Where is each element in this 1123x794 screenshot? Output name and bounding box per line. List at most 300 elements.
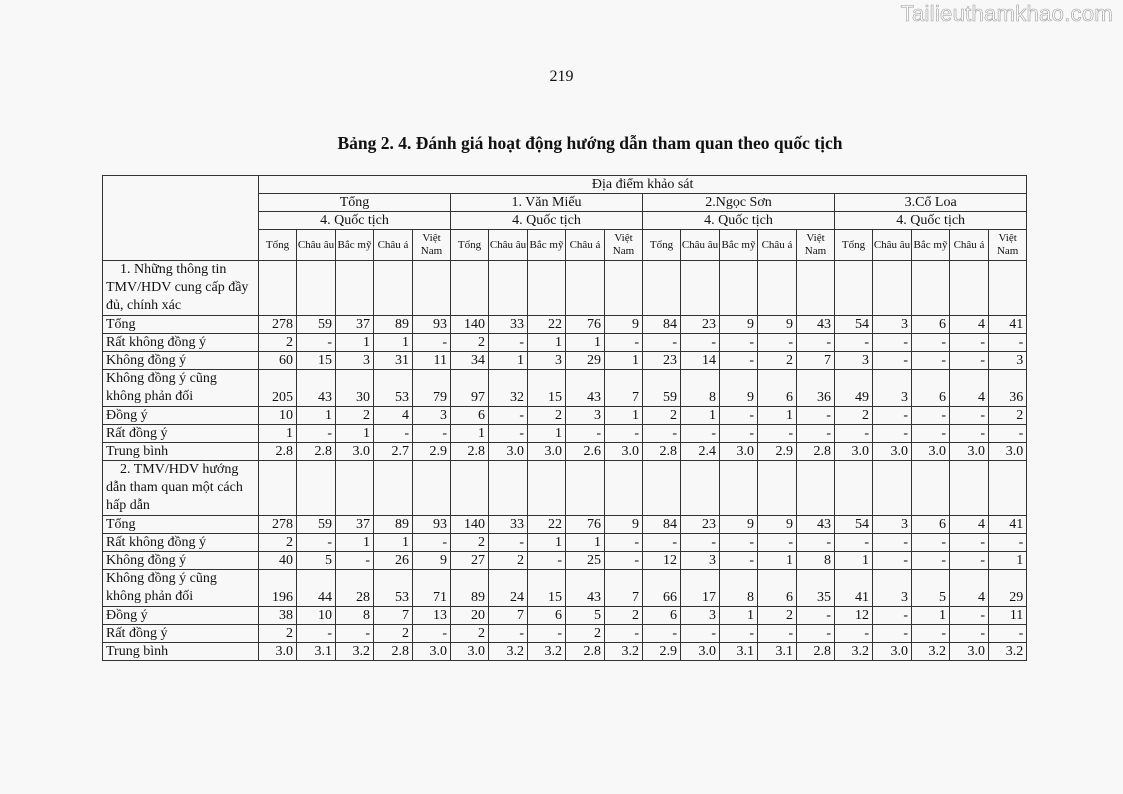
data-cell: 36	[797, 370, 835, 407]
data-cell: 41	[989, 516, 1027, 534]
data-cell: 2.9	[413, 443, 451, 461]
data-cell: 2	[336, 407, 374, 425]
empty-cell	[259, 461, 297, 516]
table-row	[103, 625, 1027, 643]
data-cell: -	[797, 425, 835, 443]
empty-cell	[374, 461, 413, 516]
data-cell: 2.9	[643, 643, 681, 661]
data-cell: 3.0	[950, 643, 989, 661]
data-cell: 9	[720, 370, 758, 407]
data-cell: -	[797, 407, 835, 425]
empty-cell	[336, 261, 374, 316]
data-cell: 41	[989, 316, 1027, 334]
column-header: Tổng	[451, 230, 489, 261]
empty-cell	[758, 261, 797, 316]
data-cell: 29	[566, 352, 605, 370]
data-cell: 2.8	[374, 643, 413, 661]
data-cell: 23	[681, 516, 720, 534]
data-cell: 4	[950, 370, 989, 407]
data-cell: 2	[643, 407, 681, 425]
empty-cell	[758, 461, 797, 516]
data-cell: 5	[566, 607, 605, 625]
table-row	[103, 570, 1027, 607]
data-cell: 76	[566, 316, 605, 334]
table-title: Bảng 2. 4. Đánh giá hoạt động hướng dẫn tham quan theo quốc tịch	[337, 133, 843, 153]
data-cell: 3.1	[758, 643, 797, 661]
empty-cell	[950, 261, 989, 316]
data-cell: 2.4	[681, 443, 720, 461]
data-cell: 1	[451, 425, 489, 443]
empty-cell	[873, 461, 912, 516]
data-cell: -	[835, 425, 873, 443]
data-cell: -	[950, 352, 989, 370]
data-cell: 79	[413, 370, 451, 407]
data-cell: 2	[451, 334, 489, 352]
data-cell: -	[413, 534, 451, 552]
data-cell: 2	[758, 607, 797, 625]
data-cell: 9	[758, 516, 797, 534]
data-cell: 2.8	[297, 443, 336, 461]
data-cell: 1	[835, 552, 873, 570]
data-cell: 66	[643, 570, 681, 607]
data-cell: -	[413, 625, 451, 643]
data-cell: -	[950, 407, 989, 425]
data-cell: -	[989, 625, 1027, 643]
data-cell: 3.2	[605, 643, 643, 661]
data-cell: 60	[259, 352, 297, 370]
column-header: Châu âu	[489, 230, 528, 261]
data-cell: 7	[797, 352, 835, 370]
data-cell: -	[797, 334, 835, 352]
nationality-header: 4. Quốc tịch	[259, 212, 451, 230]
empty-cell	[873, 261, 912, 316]
empty-cell	[297, 461, 336, 516]
data-cell: 3	[413, 407, 451, 425]
data-cell: 11	[989, 607, 1027, 625]
data-cell: 43	[797, 516, 835, 534]
data-cell: -	[989, 334, 1027, 352]
data-cell: 24	[489, 570, 528, 607]
data-cell: 31	[374, 352, 413, 370]
data-cell: -	[720, 625, 758, 643]
empty-cell	[297, 261, 336, 316]
table-row	[103, 534, 1027, 552]
data-cell: 1	[758, 552, 797, 570]
data-cell: 3	[873, 370, 912, 407]
data-cell: 1	[489, 352, 528, 370]
data-cell: -	[758, 425, 797, 443]
row-label: Đồng ý	[103, 407, 259, 425]
empty-cell	[566, 461, 605, 516]
data-cell: 43	[566, 570, 605, 607]
data-cell: -	[873, 552, 912, 570]
data-cell: 1	[528, 534, 566, 552]
data-cell: -	[720, 534, 758, 552]
data-cell: 27	[451, 552, 489, 570]
data-cell: -	[873, 625, 912, 643]
data-cell: 8	[720, 570, 758, 607]
empty-cell	[605, 461, 643, 516]
data-cell: 1	[259, 425, 297, 443]
empty-cell	[835, 461, 873, 516]
row-label: Không đồng ý	[103, 352, 259, 370]
data-cell: 43	[297, 370, 336, 407]
page-number: 219	[549, 68, 574, 85]
data-cell: 35	[797, 570, 835, 607]
data-cell: 49	[835, 370, 873, 407]
row-label: Không đồng ý cũng không phản đối	[103, 370, 259, 407]
data-cell: 278	[259, 516, 297, 534]
column-header: Châu á	[758, 230, 797, 261]
data-cell: -	[643, 425, 681, 443]
data-cell: -	[950, 334, 989, 352]
table-row	[103, 516, 1027, 534]
location-group-header: 1. Văn Miếu	[451, 194, 643, 212]
column-header: Châu á	[374, 230, 413, 261]
row-label: Rất không đồng ý	[103, 334, 259, 352]
data-cell: 3.0	[835, 443, 873, 461]
data-cell: 43	[797, 316, 835, 334]
data-cell: -	[950, 625, 989, 643]
data-cell: 2	[451, 534, 489, 552]
data-cell: 3.0	[489, 443, 528, 461]
data-cell: 7	[374, 607, 413, 625]
empty-cell	[797, 261, 835, 316]
column-header: Việt Nam	[605, 230, 643, 261]
empty-cell	[989, 261, 1027, 316]
data-cell: 9	[413, 552, 451, 570]
data-cell: -	[643, 625, 681, 643]
data-cell: 89	[451, 570, 489, 607]
data-cell: 1	[528, 425, 566, 443]
data-cell: 44	[297, 570, 336, 607]
data-cell: 140	[451, 516, 489, 534]
data-cell: -	[720, 407, 758, 425]
data-cell: -	[950, 552, 989, 570]
row-label: Rất không đồng ý	[103, 534, 259, 552]
empty-cell	[374, 261, 413, 316]
data-cell: -	[912, 352, 950, 370]
nationality-header: 4. Quốc tịch	[643, 212, 835, 230]
data-cell: 3.0	[912, 443, 950, 461]
data-cell: 32	[489, 370, 528, 407]
row-label: Trung bình	[103, 643, 259, 661]
data-cell: 4	[374, 407, 413, 425]
data-cell: -	[720, 352, 758, 370]
data-cell: 14	[681, 352, 720, 370]
data-cell: -	[489, 534, 528, 552]
data-cell: -	[873, 407, 912, 425]
data-cell: -	[643, 334, 681, 352]
data-cell: 17	[681, 570, 720, 607]
data-cell: -	[873, 352, 912, 370]
column-header: Châu á	[566, 230, 605, 261]
data-cell: -	[758, 534, 797, 552]
data-cell: 23	[681, 316, 720, 334]
data-cell: -	[681, 334, 720, 352]
empty-cell	[489, 461, 528, 516]
data-cell: -	[489, 334, 528, 352]
data-cell: 59	[297, 516, 336, 534]
data-cell: 1	[336, 425, 374, 443]
data-cell: 1	[336, 534, 374, 552]
data-cell: 8	[336, 607, 374, 625]
row-label: Tổng	[103, 316, 259, 334]
data-cell: 6	[758, 370, 797, 407]
data-cell: 9	[720, 516, 758, 534]
data-cell: 9	[605, 516, 643, 534]
data-cell: 2	[566, 625, 605, 643]
data-cell: 59	[297, 316, 336, 334]
data-cell: 1	[336, 334, 374, 352]
data-cell: 1	[912, 607, 950, 625]
column-header: Châu âu	[873, 230, 912, 261]
data-cell: -	[528, 552, 566, 570]
data-cell: 8	[797, 552, 835, 570]
empty-cell	[528, 461, 566, 516]
data-cell: 4	[950, 570, 989, 607]
location-group-header: Tổng	[259, 194, 451, 212]
data-cell: 2.9	[758, 443, 797, 461]
data-cell: 4	[950, 516, 989, 534]
data-cell: -	[835, 625, 873, 643]
empty-cell	[413, 461, 451, 516]
empty-cell	[643, 261, 681, 316]
data-cell: 3.0	[989, 443, 1027, 461]
data-cell: -	[297, 425, 336, 443]
data-cell: -	[873, 334, 912, 352]
column-header: Bắc mỹ	[336, 230, 374, 261]
table-row	[103, 370, 1027, 407]
data-cell: 6	[912, 516, 950, 534]
data-cell: 89	[374, 516, 413, 534]
data-cell: -	[720, 552, 758, 570]
data-cell: -	[489, 407, 528, 425]
data-cell: -	[873, 425, 912, 443]
data-cell: -	[643, 534, 681, 552]
data-cell: 140	[451, 316, 489, 334]
data-cell: -	[528, 625, 566, 643]
table-row	[103, 443, 1027, 461]
data-cell: 2	[758, 352, 797, 370]
data-cell: 3.0	[873, 443, 912, 461]
row-label: Tổng	[103, 516, 259, 534]
data-cell: 40	[259, 552, 297, 570]
data-cell: 2.8	[643, 443, 681, 461]
data-cell: 3	[835, 352, 873, 370]
empty-cell	[451, 461, 489, 516]
data-cell: 3.1	[297, 643, 336, 661]
data-cell: 5	[297, 552, 336, 570]
data-cell: 5	[912, 570, 950, 607]
empty-cell	[950, 461, 989, 516]
data-cell: 30	[336, 370, 374, 407]
data-cell: 3.0	[681, 643, 720, 661]
header-row	[103, 176, 1027, 194]
column-header: Việt Nam	[413, 230, 451, 261]
data-cell: 6	[528, 607, 566, 625]
data-cell: -	[336, 552, 374, 570]
data-cell: 2.8	[797, 643, 835, 661]
data-cell: 2.8	[259, 443, 297, 461]
empty-cell	[797, 461, 835, 516]
empty-cell	[720, 261, 758, 316]
data-cell: -	[835, 534, 873, 552]
data-cell: 2	[528, 407, 566, 425]
data-cell: -	[605, 534, 643, 552]
section-heading: 2. TMV/HDV hướng dẫn tham quan một cách hấp dẫn	[103, 461, 259, 516]
data-cell: 1	[605, 407, 643, 425]
data-cell: 43	[566, 370, 605, 407]
data-cell: 53	[374, 570, 413, 607]
data-cell: 6	[758, 570, 797, 607]
data-cell: -	[912, 625, 950, 643]
data-cell: 3	[989, 352, 1027, 370]
data-cell: 6	[643, 607, 681, 625]
data-cell: -	[297, 625, 336, 643]
data-cell: -	[413, 425, 451, 443]
data-cell: 2.8	[566, 643, 605, 661]
empty-cell	[489, 261, 528, 316]
data-cell: 93	[413, 516, 451, 534]
data-cell: -	[873, 607, 912, 625]
column-header: Châu á	[950, 230, 989, 261]
nationality-header: 4. Quốc tịch	[451, 212, 643, 230]
data-cell: 8	[681, 370, 720, 407]
data-cell: 1	[374, 334, 413, 352]
data-cell: 2	[605, 607, 643, 625]
data-cell: -	[950, 607, 989, 625]
column-header: Bắc mỹ	[720, 230, 758, 261]
table-row	[103, 607, 1027, 625]
data-cell: 2	[259, 334, 297, 352]
empty-cell	[566, 261, 605, 316]
data-cell: -	[720, 334, 758, 352]
column-header: Việt Nam	[989, 230, 1027, 261]
data-cell: 9	[605, 316, 643, 334]
empty-cell	[413, 261, 451, 316]
column-header: Châu âu	[297, 230, 336, 261]
data-cell: -	[605, 552, 643, 570]
data-cell: -	[912, 534, 950, 552]
data-cell: 3.2	[912, 643, 950, 661]
data-cell: 13	[413, 607, 451, 625]
data-cell: 7	[605, 370, 643, 407]
data-cell: 3	[873, 570, 912, 607]
data-cell: 1	[566, 334, 605, 352]
header-corner-cell	[103, 176, 259, 261]
data-cell: 2.6	[566, 443, 605, 461]
data-cell: -	[681, 425, 720, 443]
section-heading-row	[103, 261, 1027, 316]
data-cell: 11	[413, 352, 451, 370]
data-cell: 23	[643, 352, 681, 370]
data-cell: -	[413, 334, 451, 352]
column-header: Bắc mỹ	[912, 230, 950, 261]
row-label: Rất đồng ý	[103, 625, 259, 643]
data-cell: 3.2	[835, 643, 873, 661]
data-cell: 59	[643, 370, 681, 407]
data-cell: 2	[259, 534, 297, 552]
data-cell: 12	[643, 552, 681, 570]
data-cell: -	[605, 334, 643, 352]
data-cell: 10	[259, 407, 297, 425]
data-cell: 53	[374, 370, 413, 407]
data-cell: 3.0	[605, 443, 643, 461]
data-cell: 1	[566, 534, 605, 552]
data-cell: -	[566, 425, 605, 443]
data-cell: 7	[605, 570, 643, 607]
data-cell: -	[605, 625, 643, 643]
data-cell: -	[912, 334, 950, 352]
data-cell: 3.0	[950, 443, 989, 461]
data-cell: -	[989, 425, 1027, 443]
data-cell: 3.0	[873, 643, 912, 661]
data-cell: 3.2	[528, 643, 566, 661]
data-cell: 1	[681, 407, 720, 425]
data-cell: 2.8	[451, 443, 489, 461]
data-cell: 1	[528, 334, 566, 352]
data-cell: -	[950, 425, 989, 443]
empty-cell	[336, 461, 374, 516]
data-cell: 2.8	[797, 443, 835, 461]
data-cell: 36	[989, 370, 1027, 407]
data-cell: 3.2	[336, 643, 374, 661]
column-header: Việt Nam	[797, 230, 835, 261]
data-cell: 12	[835, 607, 873, 625]
data-cell: -	[835, 334, 873, 352]
data-cell: -	[989, 534, 1027, 552]
data-cell: 9	[720, 316, 758, 334]
data-cell: 84	[643, 516, 681, 534]
data-cell: 37	[336, 516, 374, 534]
data-cell: 2	[374, 625, 413, 643]
nationality-header: 4. Quốc tịch	[835, 212, 1027, 230]
empty-cell	[835, 261, 873, 316]
data-cell: 89	[374, 316, 413, 334]
data-cell: -	[873, 534, 912, 552]
empty-cell	[681, 461, 720, 516]
data-cell: 34	[451, 352, 489, 370]
data-cell: -	[605, 425, 643, 443]
data-cell: 3	[681, 607, 720, 625]
data-cell: 33	[489, 316, 528, 334]
data-cell: 3.0	[336, 443, 374, 461]
data-cell: 3.0	[451, 643, 489, 661]
data-cell: 2	[989, 407, 1027, 425]
data-cell: 10	[297, 607, 336, 625]
row-label: Rất đồng ý	[103, 425, 259, 443]
data-cell: 3.1	[720, 643, 758, 661]
data-cell: 6	[451, 407, 489, 425]
table-row	[103, 643, 1027, 661]
data-cell: -	[489, 425, 528, 443]
location-group-header: 3.Cổ Loa	[835, 194, 1027, 212]
data-cell: 1	[297, 407, 336, 425]
data-cell: 3.0	[259, 643, 297, 661]
data-cell: 2.7	[374, 443, 413, 461]
data-cell: 3.0	[528, 443, 566, 461]
data-cell: 3	[566, 407, 605, 425]
table-row	[103, 334, 1027, 352]
data-cell: -	[912, 552, 950, 570]
data-cell: -	[297, 334, 336, 352]
data-cell: -	[758, 334, 797, 352]
column-header: Tổng	[643, 230, 681, 261]
empty-cell	[720, 461, 758, 516]
data-cell: 37	[336, 316, 374, 334]
data-cell: 3	[873, 316, 912, 334]
